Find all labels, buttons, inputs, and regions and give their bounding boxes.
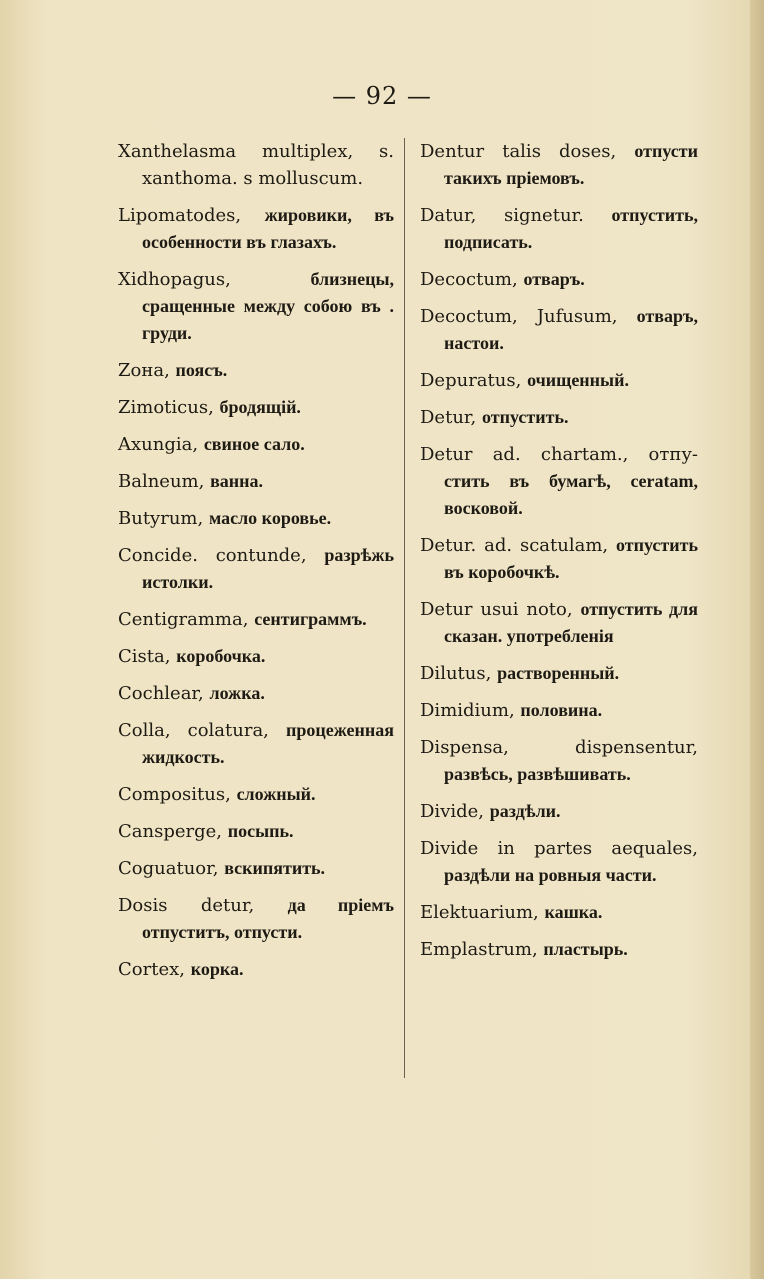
latin-term: Dosis detur, [118, 895, 255, 916]
latin-term: Cansperge, [118, 821, 223, 842]
latin-term: Divide in partes aequales, [420, 838, 698, 859]
dictionary-entry [118, 357, 394, 384]
dictionary-entry [118, 680, 394, 707]
dictionary-entry [420, 138, 698, 192]
russian-translation: половина. [520, 700, 603, 720]
latin-term: Lipomatodes, [118, 205, 242, 226]
dictionary-entry [118, 818, 394, 845]
latin-term: Axungia, [118, 434, 199, 455]
latin-term: Detur usui noto, [420, 599, 573, 620]
latin-term: Zона, [118, 360, 170, 381]
dictionary-entry [420, 798, 698, 825]
dictionary-entry [118, 266, 394, 347]
latin-term: Datur, signetur. [420, 205, 584, 226]
dictionary-entry [420, 202, 698, 256]
dictionary-entry [118, 855, 394, 882]
dictionary-entry [420, 596, 698, 650]
russian-translation: вскипятить. [224, 858, 326, 878]
right-column [420, 138, 698, 973]
dictionary-entry [420, 660, 698, 687]
russian-translation: стить въ бумагѣ, ceratam, восковой. [444, 471, 698, 518]
russian-translation: сложный. [236, 784, 316, 804]
russian-translation: жировики, въ особенности въ глазахъ. [142, 205, 394, 252]
russian-translation: отпусти такихъ пріемовъ. [444, 141, 698, 188]
latin-term: Xidhopagus, [118, 269, 231, 290]
russian-translation: процеженная жидкость. [142, 720, 394, 767]
russian-translation: да пріемъ отпуститъ, отпусти. [142, 895, 394, 942]
russian-translation: отваръ. [523, 269, 585, 289]
dictionary-entry [420, 835, 698, 889]
page-number: — 92 — [332, 82, 432, 110]
latin-term: Divide, [420, 801, 485, 822]
dictionary-entry [118, 643, 394, 670]
latin-term: Detur. ad. scatulam, [420, 535, 609, 556]
russian-translation: очищенный. [527, 370, 629, 390]
dictionary-entry [118, 956, 394, 983]
dictionary-entry [420, 404, 698, 431]
dictionary-entry [118, 542, 394, 596]
latin-term: Decoctum, [420, 269, 518, 290]
latin-term: Detur, [420, 407, 477, 428]
russian-translation: коробочка. [176, 646, 266, 666]
dictionary-entry [420, 441, 698, 522]
russian-translation: свиное сало. [203, 434, 305, 454]
latin-term: Cista, [118, 646, 171, 667]
russian-translation: отпустить. [482, 407, 569, 427]
dictionary-entry [420, 266, 698, 293]
dictionary-entry [420, 899, 698, 926]
russian-translation: ложка. [209, 683, 265, 703]
dictionary-entry [118, 892, 394, 946]
russian-translation: посыпь. [227, 821, 294, 841]
russian-translation: корка. [190, 959, 244, 979]
russian-translation: разрѣжь истолки. [142, 545, 394, 592]
russian-translation: развѣсь, развѣшивать. [444, 764, 631, 784]
dictionary-entry [420, 697, 698, 724]
latin-term: Colla, colatura, [118, 720, 269, 741]
russian-translation: сентиграммъ. [254, 609, 367, 629]
russian-translation: отпустить, подписать. [444, 205, 698, 252]
dictionary-entry [118, 394, 394, 421]
dictionary-entry [420, 532, 698, 586]
latin-term: Xanthelasma multiplex, s. xanthoma. s molluscum. [118, 141, 394, 189]
latin-term: Dentur talis doses, [420, 141, 617, 162]
latin-term: Butyrum, [118, 508, 204, 529]
russian-translation: отпустить въ коробочкѣ. [444, 535, 698, 582]
latin-term: Dimidium, [420, 700, 515, 721]
russian-translation: поясъ. [175, 360, 228, 380]
dictionary-entry [118, 431, 394, 458]
dictionary-entry [118, 468, 394, 495]
latin-term: Cortex, [118, 959, 185, 980]
russian-translation: бродящій. [219, 397, 301, 417]
dictionary-entry [118, 138, 394, 192]
russian-translation: масло коровье. [208, 508, 332, 528]
dictionary-entry [420, 367, 698, 394]
page-edge [750, 0, 764, 1279]
latin-term: Zimoticus, [118, 397, 214, 418]
russian-translation: растворенный. [497, 663, 620, 683]
latin-term: Emplastrum, [420, 939, 538, 960]
latin-term: Elektuarium, [420, 902, 539, 923]
russian-translation: раздѣли. [489, 801, 561, 821]
russian-translation: ванна. [210, 471, 264, 491]
latin-term: Dispensa, dispensentur, [420, 737, 698, 758]
latin-term: Decoctum, Jufusum, [420, 306, 618, 327]
dictionary-entry [118, 781, 394, 808]
russian-translation: кашка. [544, 902, 603, 922]
latin-term: Detur ad. chartam., отпу- [420, 444, 698, 465]
dictionary-entry [420, 303, 698, 357]
russian-translation: близнецы, сращенные между собою въ . груди. [142, 269, 394, 343]
column-divider [404, 138, 405, 1078]
russian-translation: отваръ, настои. [444, 306, 698, 353]
dictionary-entry [118, 606, 394, 633]
latin-term: Concide. contunde, [118, 545, 307, 566]
latin-term: Balneum, [118, 471, 205, 492]
russian-translation: отпустить для сказан. употребленія [444, 599, 698, 646]
dictionary-entry [118, 202, 394, 256]
latin-term: Dilutus, [420, 663, 492, 684]
dictionary-entry [420, 936, 698, 963]
latin-term: Centigramma, [118, 609, 249, 630]
dictionary-entry [118, 717, 394, 771]
russian-translation: пластырь. [543, 939, 628, 959]
latin-term: Depuratus, [420, 370, 522, 391]
dictionary-entry [118, 505, 394, 532]
latin-term: Cochlear, [118, 683, 204, 704]
latin-term: Coguatuor, [118, 858, 219, 879]
dictionary-entry [420, 734, 698, 788]
russian-translation: раздѣли на ровныя части. [444, 865, 657, 885]
latin-term: Compositus, [118, 784, 231, 805]
left-column [118, 138, 394, 993]
